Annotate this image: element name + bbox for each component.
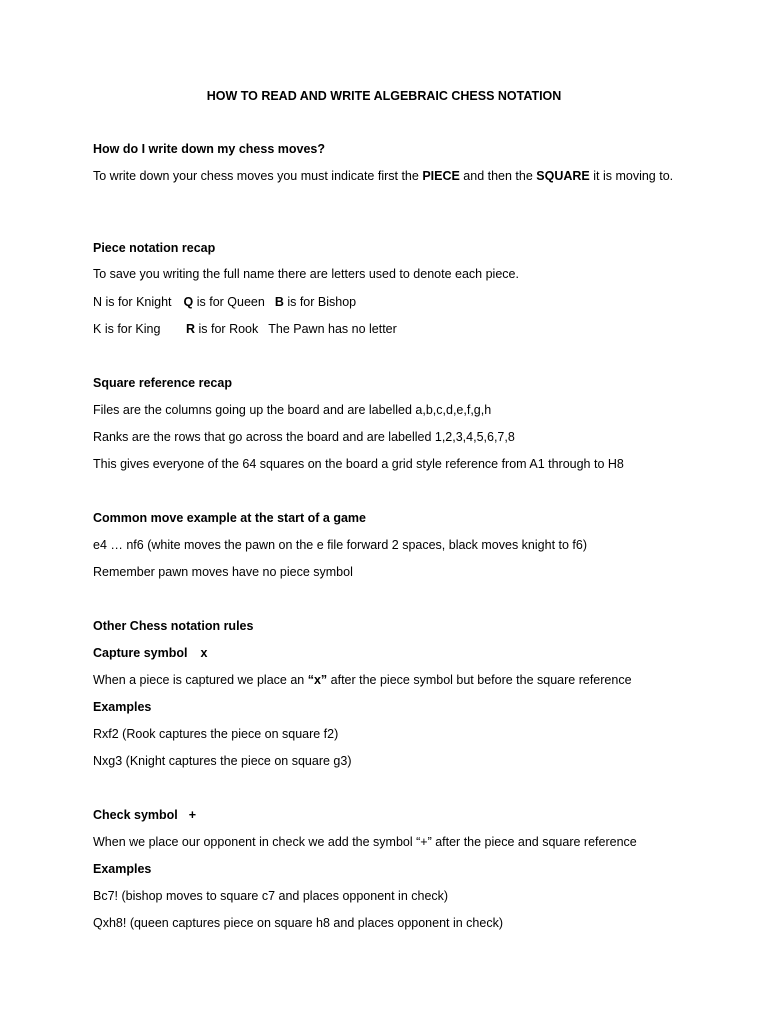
emphasis-piece: PIECE bbox=[422, 169, 460, 183]
paragraph-write-text-3: it is moving to. bbox=[589, 169, 674, 183]
piece-entry-king bbox=[93, 321, 186, 338]
capture-text-1: When a piece is captured we place an bbox=[93, 673, 308, 687]
emphasis-square: SQUARE bbox=[536, 169, 590, 183]
piece-entry-knight bbox=[93, 295, 172, 309]
paragraph-common-example: e4 … nf6 (white moves the pawn on the e file forward 2 spaces, black moves knight to f6) bbox=[93, 538, 588, 552]
piece-letter: N bbox=[93, 295, 103, 309]
piece-entry-bishop bbox=[275, 295, 356, 309]
capture-example-2: Nxg3 (Knight captures the piece on square g3) bbox=[93, 754, 352, 768]
paragraph-capture bbox=[93, 672, 632, 689]
paragraph-remember: Remember pawn moves have no piece symbol bbox=[93, 565, 353, 579]
piece-entry-rook bbox=[186, 322, 258, 336]
capture-quote: “x” bbox=[307, 673, 328, 687]
piece-desc: is for Rook bbox=[195, 322, 259, 336]
piece-letter: B bbox=[274, 295, 284, 309]
paragraph-ranks: Ranks are the rows that go across the board and are labelled 1,2,3,4,5,6,7,8 bbox=[93, 430, 515, 444]
piece-desc: is for Knight bbox=[102, 295, 172, 309]
section-heading-piece: Piece notation recap bbox=[93, 241, 216, 255]
piece-desc: is for King bbox=[101, 322, 161, 336]
piece-letter: R bbox=[186, 322, 196, 336]
capture-examples-label: Examples bbox=[93, 700, 152, 714]
piece-letter: Q bbox=[183, 295, 194, 309]
capture-text-2: after the piece symbol but before the square reference bbox=[327, 673, 632, 687]
piece-row-2 bbox=[93, 321, 397, 338]
paragraph-piece-intro: To save you writing the full name there are letters used to denote each piece. bbox=[93, 267, 519, 281]
capture-example-1: Rxf2 (Rook captures the piece on square f2) bbox=[93, 727, 339, 741]
check-example-1: Bc7! (bishop moves to square c7 and places opponent in check) bbox=[93, 889, 449, 903]
paragraph-write-text-2: and then the bbox=[459, 169, 537, 183]
check-examples-label: Examples bbox=[93, 862, 152, 876]
paragraph-write bbox=[93, 168, 683, 185]
piece-desc: is for Queen bbox=[193, 295, 265, 309]
check-example-2: Qxh8! (queen captures piece on square h8 and places opponent in check) bbox=[93, 916, 503, 930]
piece-letter: K bbox=[93, 322, 102, 336]
subheading-capture bbox=[93, 645, 207, 662]
piece-row-1 bbox=[93, 294, 356, 311]
paragraph-write-text-1: To write down your chess moves you must indicate first the bbox=[93, 169, 423, 183]
section-heading-write: How do I write down my chess moves? bbox=[93, 142, 325, 156]
subheading-check bbox=[93, 807, 196, 824]
paragraph-check: When we place our opponent in check we add the symbol “+” after the piece and square reference bbox=[93, 835, 637, 849]
paragraph-files: Files are the columns going up the board and are labelled a,b,c,d,e,f,g,h bbox=[93, 403, 492, 417]
check-symbol: + bbox=[188, 808, 197, 822]
section-heading-square: Square reference recap bbox=[93, 376, 232, 390]
section-heading-other: Other Chess notation rules bbox=[93, 619, 254, 633]
capture-heading-text: Capture symbol bbox=[93, 646, 188, 660]
piece-entry-queen bbox=[184, 295, 265, 309]
capture-symbol: x bbox=[200, 646, 208, 660]
page-title: HOW TO READ AND WRITE ALGEBRAIC CHESS NOTATION bbox=[206, 89, 562, 103]
piece-desc: is for Bishop bbox=[283, 295, 357, 309]
paragraph-grid: This gives everyone of the 64 squares on the board a grid style reference from A1 through to H8 bbox=[93, 457, 624, 471]
section-heading-common: Common move example at the start of a game bbox=[93, 511, 366, 525]
check-heading-text: Check symbol bbox=[93, 808, 178, 822]
piece-entry-pawn: The Pawn has no letter bbox=[268, 322, 397, 336]
